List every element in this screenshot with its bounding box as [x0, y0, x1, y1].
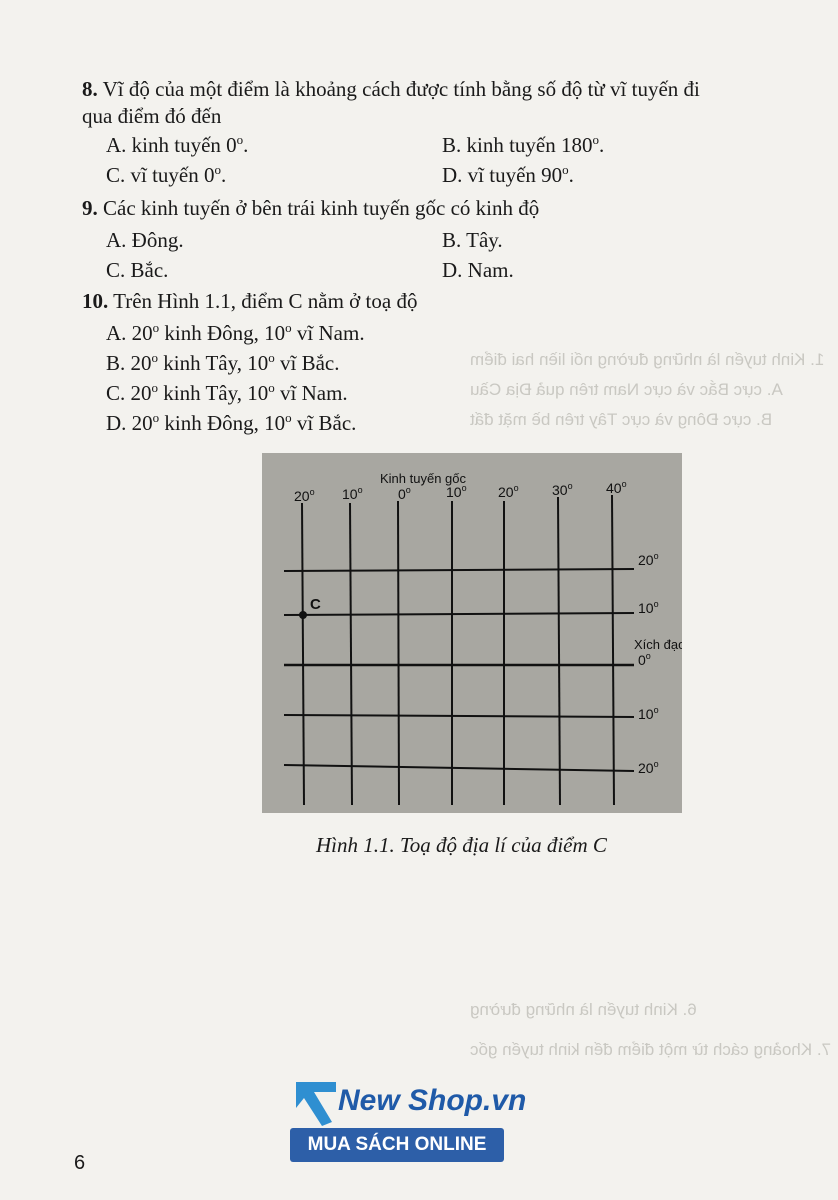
meridian-line [302, 503, 304, 805]
coordinate-grid-figure [262, 453, 682, 813]
longitude-label: 40$^o$ [606, 479, 627, 496]
question-8-option-b: B. kinh tuyến 180$^o$. [442, 132, 605, 157]
longitude-label: 30$^o$ [552, 481, 573, 498]
question-9-option-d: D. Nam. [442, 258, 514, 282]
question-10-stem [82, 288, 417, 314]
question-10-option-a: A. 20$^o$ kinh Đông, 10$^o$ vĩ Nam. [106, 320, 365, 345]
newshop-logo [290, 1078, 527, 1164]
figure-caption: Hình 1.1. Toạ độ địa lí của điểm C [316, 833, 607, 857]
logo-brand-text: New Shop.vn [338, 1084, 527, 1117]
question-number: 10. [82, 289, 109, 313]
question-8-option-c: C. vĩ tuyến 0$^o$. [106, 162, 227, 187]
grid-svg [262, 453, 682, 813]
parallel-line [284, 715, 634, 717]
meridian-line [558, 497, 560, 805]
question-9-option-b: B. Tây. [442, 228, 503, 252]
question-9-stem [82, 195, 539, 221]
question-number: 8. [82, 77, 98, 101]
point-c-marker [299, 611, 307, 619]
equator-label: Xích đạo [634, 637, 682, 652]
buy-books-online-badge: MUA SÁCH ONLINE [290, 1128, 504, 1162]
question-10-option-c: C. 20$^o$ kinh Tây, 10$^o$ vĩ Nam. [106, 380, 348, 405]
parallel-line [284, 765, 634, 771]
latitude-label: 0$^o$ [638, 651, 651, 668]
textbook-page: 1. Kinh tuyến là những đường nối liền hai điểm A. cực Bắc và cực Nam trên quả Địa Cầu B. cực Đông và cực Tây trên bề mặt đất 6. Kinh tuyến là những đường 7. Khoảng cách từ một điểm đến kinh tuyến gốc 8. Vĩ độ của một điểm là khoảng cách được tính bằng số độ từ vĩ tuyến đi qua điểm đó đến A. kinh tuyến 0$^o$. B. kinh tuyến 180$^o$. C. vĩ tuyến 0$^o$. D. vĩ tuyến 90$^o$. 9. Các kinh tuyến ở bên trái kinh tuyến gốc có kinh độ A. Đông. B. Tây. C. Bắc. D. Nam. 10. Trên Hình 1.1, điểm C nằm ở toạ độ A. 20$^o$ kinh Đông, 10$^o$ vĩ Nam. B. 20$^o$ kinh Tây, 10$^o$ vĩ Bắc. C. 20$^o$ kinh Tây, 10$^o$ vĩ Nam. D. 20$^o$ kinh Đông, 10$^o$ vĩ Bắc. 20$^o$ 10$^o$ 0$^o$ 10$^o$ 20$^o$ 30$^o$ 40$^o$ Kinh tuyến gốc 20$^o$ 10$^o$ Xích đạo 0$^o$ 10$^o$ 20$^o$ C Hình 1.1. Toạ độ địa lí của điểm C 6 New Shop.vn MUA SÁCH ONLINE [74, 77, 832, 1174]
question-8-option-a: A. kinh tuyến 0$^o$. [106, 132, 249, 157]
latitude-label: 10$^o$ [638, 599, 659, 616]
meridian-line [398, 501, 399, 805]
question-9-option-a: A. Đông. [106, 228, 184, 252]
meridian-line [350, 503, 352, 805]
question-8-stem-continued: qua điểm đó đến [82, 104, 222, 128]
question-text: Các kinh tuyến ở bên trái kinh tuyến gốc có kinh độ [103, 196, 540, 220]
question-10-option-d: D. 20$^o$ kinh Đông, 10$^o$ vĩ Bắc. [106, 410, 357, 435]
parallel-line [284, 613, 634, 615]
logo-arrow-icon [292, 1078, 340, 1128]
question-number: 9. [82, 196, 98, 220]
meridian-line [612, 495, 614, 805]
parallel-line [284, 569, 634, 571]
longitude-label: 20$^o$ [294, 487, 315, 504]
prime-meridian-label: Kinh tuyến gốc [380, 471, 467, 486]
question-9-option-c: C. Bắc. [106, 258, 169, 282]
latitude-label: 10$^o$ [638, 705, 659, 722]
page-number: 6 [74, 1152, 86, 1174]
point-c-label: C [310, 596, 321, 613]
longitude-label: 20$^o$ [498, 483, 519, 500]
question-10-option-b: B. 20$^o$ kinh Tây, 10$^o$ vĩ Bắc. [106, 350, 340, 375]
question-8-stem [82, 76, 700, 102]
question-text: Trên Hình 1.1, điểm C nằm ở toạ độ [113, 289, 418, 313]
longitude-label: 10$^o$ [342, 485, 363, 502]
question-8-option-d: D. vĩ tuyến 90$^o$. [442, 162, 574, 187]
question-text: Vĩ độ của một điểm là khoảng cách được tính bằng số độ từ vĩ tuyến đi [102, 77, 700, 101]
longitude-label: 10$^o$ [446, 483, 467, 500]
longitude-label: 0$^o$ [398, 485, 411, 502]
latitude-label: 20$^o$ [638, 551, 659, 568]
latitude-label: 20$^o$ [638, 759, 659, 776]
